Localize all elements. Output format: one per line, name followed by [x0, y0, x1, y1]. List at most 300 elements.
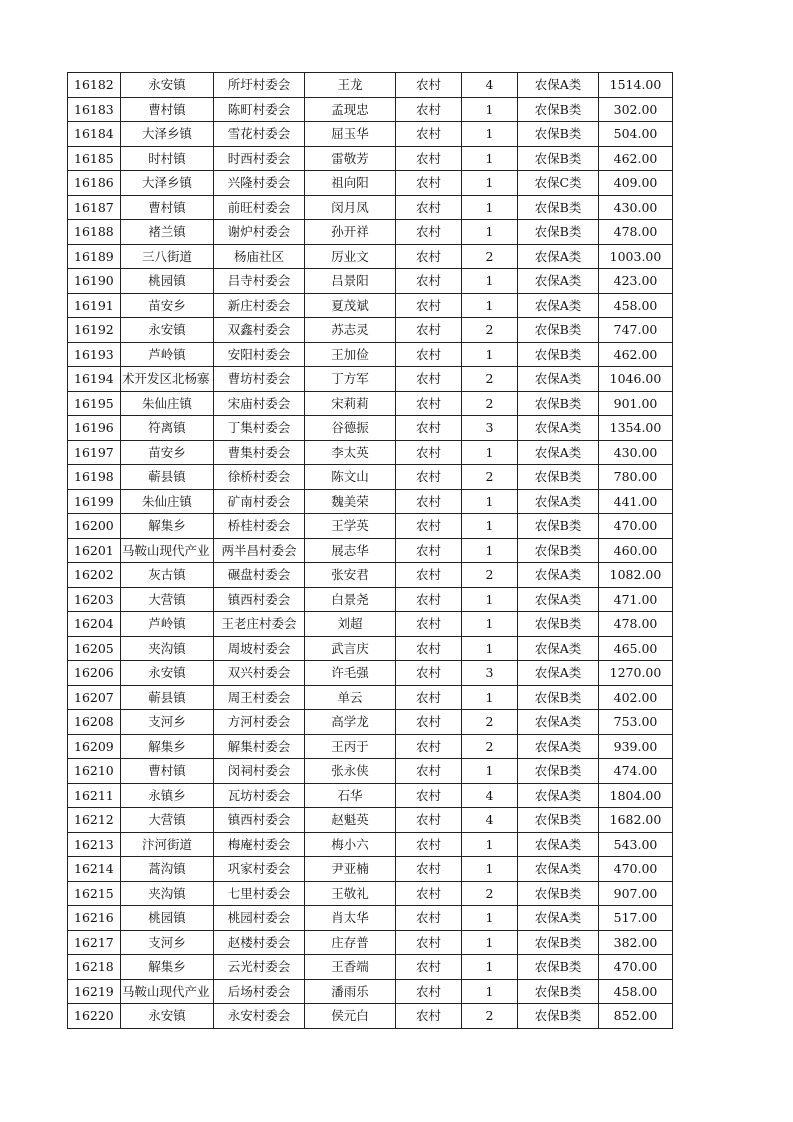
- cell-category: 农保B类: [518, 930, 599, 955]
- cell-id: 16219: [68, 979, 121, 1004]
- cell-count: 1: [462, 489, 518, 514]
- cell-town: 时村镇: [121, 146, 214, 171]
- cell-id: 16197: [68, 440, 121, 465]
- cell-amount: 901.00: [599, 391, 673, 416]
- cell-village: 后场村委会: [214, 979, 305, 1004]
- data-table: [67, 72, 673, 1029]
- cell-count: 1: [462, 930, 518, 955]
- table-row: [68, 195, 673, 220]
- table-row: [68, 244, 673, 269]
- cell-amount: 474.00: [599, 759, 673, 784]
- cell-id: 16209: [68, 734, 121, 759]
- cell-id: 16193: [68, 342, 121, 367]
- cell-village: 闵祠村委会: [214, 759, 305, 784]
- cell-area: 农村: [396, 440, 462, 465]
- cell-id: 16220: [68, 1004, 121, 1029]
- table-row: [68, 367, 673, 392]
- table-row: [68, 416, 673, 441]
- cell-town: 曹村镇: [121, 97, 214, 122]
- cell-count: 2: [462, 710, 518, 735]
- cell-village: 宋庙村委会: [214, 391, 305, 416]
- cell-area: 农村: [396, 318, 462, 343]
- cell-town: 苗安乡: [121, 293, 214, 318]
- cell-area: 农村: [396, 220, 462, 245]
- cell-count: 3: [462, 416, 518, 441]
- cell-count: 1: [462, 146, 518, 171]
- cell-category: 农保A类: [518, 563, 599, 588]
- cell-area: 农村: [396, 783, 462, 808]
- cell-count: 4: [462, 73, 518, 98]
- cell-town: 朱仙庄镇: [121, 391, 214, 416]
- cell-count: 1: [462, 514, 518, 539]
- cell-id: 16194: [68, 367, 121, 392]
- cell-count: 1: [462, 342, 518, 367]
- table-row: [68, 146, 673, 171]
- cell-name: 白景尧: [305, 587, 396, 612]
- cell-amount: 753.00: [599, 710, 673, 735]
- cell-area: 农村: [396, 367, 462, 392]
- cell-village: 吕寺村委会: [214, 269, 305, 294]
- cell-id: 16185: [68, 146, 121, 171]
- cell-category: 农保B类: [518, 979, 599, 1004]
- cell-area: 农村: [396, 465, 462, 490]
- table-row: [68, 122, 673, 147]
- cell-category: 农保B类: [518, 514, 599, 539]
- cell-amount: 747.00: [599, 318, 673, 343]
- cell-village: 双鑫村委会: [214, 318, 305, 343]
- cell-village: 陈町村委会: [214, 97, 305, 122]
- cell-amount: 1270.00: [599, 661, 673, 686]
- cell-count: 1: [462, 440, 518, 465]
- cell-area: 农村: [396, 685, 462, 710]
- cell-name: 王香端: [305, 955, 396, 980]
- table-row: [68, 342, 673, 367]
- cell-name: 魏美荣: [305, 489, 396, 514]
- cell-town: 曹村镇: [121, 195, 214, 220]
- cell-town: 永安镇: [121, 318, 214, 343]
- cell-count: 1: [462, 685, 518, 710]
- cell-count: 1: [462, 979, 518, 1004]
- cell-village: 双兴村委会: [214, 661, 305, 686]
- cell-id: 16184: [68, 122, 121, 147]
- cell-village: 曹坊村委会: [214, 367, 305, 392]
- cell-area: 农村: [396, 563, 462, 588]
- cell-name: 谷德振: [305, 416, 396, 441]
- cell-village: 永安村委会: [214, 1004, 305, 1029]
- cell-amount: 382.00: [599, 930, 673, 955]
- cell-village: 解集村委会: [214, 734, 305, 759]
- table-row: [68, 1004, 673, 1029]
- table-row: [68, 955, 673, 980]
- cell-amount: 458.00: [599, 979, 673, 1004]
- cell-town: 永安镇: [121, 661, 214, 686]
- cell-area: 农村: [396, 759, 462, 784]
- cell-area: 农村: [396, 171, 462, 196]
- cell-area: 农村: [396, 881, 462, 906]
- table-row: [68, 391, 673, 416]
- cell-id: 16183: [68, 97, 121, 122]
- cell-name: 刘超: [305, 612, 396, 637]
- cell-amount: 543.00: [599, 832, 673, 857]
- cell-amount: 852.00: [599, 1004, 673, 1029]
- cell-village: 瓦坊村委会: [214, 783, 305, 808]
- table-row: [68, 171, 673, 196]
- cell-village: 时西村委会: [214, 146, 305, 171]
- cell-town: 支河乡: [121, 930, 214, 955]
- cell-area: 农村: [396, 906, 462, 931]
- cell-id: 16186: [68, 171, 121, 196]
- cell-town: 大营镇: [121, 808, 214, 833]
- cell-village: 所圩村委会: [214, 73, 305, 98]
- cell-area: 农村: [396, 195, 462, 220]
- cell-area: 农村: [396, 73, 462, 98]
- cell-name: 孟现忠: [305, 97, 396, 122]
- cell-area: 农村: [396, 710, 462, 735]
- cell-category: 农保A类: [518, 906, 599, 931]
- table-row: [68, 759, 673, 784]
- table-row: [68, 661, 673, 686]
- cell-category: 农保B类: [518, 97, 599, 122]
- table-row: [68, 293, 673, 318]
- cell-count: 1: [462, 832, 518, 857]
- cell-town: 马鞍山现代产业: [121, 538, 214, 563]
- cell-id: 16192: [68, 318, 121, 343]
- cell-town: 朱仙庄镇: [121, 489, 214, 514]
- cell-amount: 471.00: [599, 587, 673, 612]
- cell-category: 农保B类: [518, 612, 599, 637]
- cell-count: 1: [462, 171, 518, 196]
- cell-town: 曹村镇: [121, 759, 214, 784]
- table-row: [68, 808, 673, 833]
- cell-count: 1: [462, 906, 518, 931]
- cell-name: 尹亚楠: [305, 857, 396, 882]
- cell-count: 1: [462, 612, 518, 637]
- cell-area: 农村: [396, 734, 462, 759]
- cell-area: 农村: [396, 857, 462, 882]
- cell-name: 夏茂斌: [305, 293, 396, 318]
- cell-village: 赵楼村委会: [214, 930, 305, 955]
- cell-id: 16188: [68, 220, 121, 245]
- cell-amount: 1514.00: [599, 73, 673, 98]
- cell-area: 农村: [396, 416, 462, 441]
- cell-count: 1: [462, 538, 518, 563]
- cell-area: 农村: [396, 269, 462, 294]
- cell-village: 七里村委会: [214, 881, 305, 906]
- cell-village: 桃园村委会: [214, 906, 305, 931]
- cell-name: 赵魁英: [305, 808, 396, 833]
- cell-amount: 470.00: [599, 955, 673, 980]
- cell-category: 农保B类: [518, 122, 599, 147]
- cell-name: 雷敬芳: [305, 146, 396, 171]
- cell-id: 16212: [68, 808, 121, 833]
- cell-town: 蒿沟镇: [121, 857, 214, 882]
- cell-name: 宋莉莉: [305, 391, 396, 416]
- cell-town: 大泽乡镇: [121, 122, 214, 147]
- cell-village: 周坡村委会: [214, 636, 305, 661]
- cell-village: 谢炉村委会: [214, 220, 305, 245]
- cell-count: 2: [462, 367, 518, 392]
- table-row: [68, 734, 673, 759]
- cell-village: 丁集村委会: [214, 416, 305, 441]
- cell-id: 16191: [68, 293, 121, 318]
- cell-category: 农保A类: [518, 587, 599, 612]
- cell-category: 农保A类: [518, 710, 599, 735]
- cell-town: 苗安乡: [121, 440, 214, 465]
- cell-village: 徐桥村委会: [214, 465, 305, 490]
- cell-town: 汴河街道: [121, 832, 214, 857]
- cell-amount: 517.00: [599, 906, 673, 931]
- cell-id: 16208: [68, 710, 121, 735]
- table-row: [68, 489, 673, 514]
- cell-category: 农保A类: [518, 832, 599, 857]
- cell-id: 16182: [68, 73, 121, 98]
- cell-village: 镇西村委会: [214, 808, 305, 833]
- cell-village: 周王村委会: [214, 685, 305, 710]
- cell-count: 2: [462, 318, 518, 343]
- cell-count: 1: [462, 587, 518, 612]
- table-row: [68, 832, 673, 857]
- cell-count: 1: [462, 759, 518, 784]
- cell-amount: 907.00: [599, 881, 673, 906]
- cell-village: 新庄村委会: [214, 293, 305, 318]
- cell-id: 16206: [68, 661, 121, 686]
- cell-amount: 462.00: [599, 342, 673, 367]
- cell-id: 16218: [68, 955, 121, 980]
- cell-category: 农保A类: [518, 244, 599, 269]
- cell-town: 夹沟镇: [121, 636, 214, 661]
- cell-category: 农保A类: [518, 269, 599, 294]
- cell-amount: 470.00: [599, 857, 673, 882]
- table-row: [68, 465, 673, 490]
- cell-town: 大营镇: [121, 587, 214, 612]
- cell-area: 农村: [396, 342, 462, 367]
- cell-id: 16205: [68, 636, 121, 661]
- cell-name: 梅小六: [305, 832, 396, 857]
- cell-id: 16196: [68, 416, 121, 441]
- cell-town: 夹沟镇: [121, 881, 214, 906]
- cell-amount: 430.00: [599, 195, 673, 220]
- cell-amount: 302.00: [599, 97, 673, 122]
- cell-category: 农保B类: [518, 318, 599, 343]
- table-row: [68, 73, 673, 98]
- cell-village: 雪花村委会: [214, 122, 305, 147]
- cell-town: 符离镇: [121, 416, 214, 441]
- cell-category: 农保B类: [518, 195, 599, 220]
- table-row: [68, 710, 673, 735]
- table-row: [68, 857, 673, 882]
- table-row: [68, 881, 673, 906]
- table-row: [68, 269, 673, 294]
- cell-village: 碾盘村委会: [214, 563, 305, 588]
- cell-count: 2: [462, 881, 518, 906]
- cell-name: 孙开祥: [305, 220, 396, 245]
- cell-name: 屈玉华: [305, 122, 396, 147]
- cell-amount: 409.00: [599, 171, 673, 196]
- cell-town: 解集乡: [121, 955, 214, 980]
- cell-id: 16202: [68, 563, 121, 588]
- cell-amount: 423.00: [599, 269, 673, 294]
- cell-area: 农村: [396, 612, 462, 637]
- cell-area: 农村: [396, 97, 462, 122]
- cell-category: 农保C类: [518, 171, 599, 196]
- cell-amount: 470.00: [599, 514, 673, 539]
- cell-id: 16207: [68, 685, 121, 710]
- cell-name: 武言庆: [305, 636, 396, 661]
- table-row: [68, 440, 673, 465]
- cell-village: 梅庵村委会: [214, 832, 305, 857]
- cell-category: 农保A类: [518, 367, 599, 392]
- cell-count: 2: [462, 244, 518, 269]
- cell-category: 农保B类: [518, 391, 599, 416]
- cell-name: 丁方军: [305, 367, 396, 392]
- table-body: [68, 73, 673, 1029]
- cell-amount: 460.00: [599, 538, 673, 563]
- cell-count: 1: [462, 857, 518, 882]
- cell-category: 农保A类: [518, 636, 599, 661]
- cell-count: 2: [462, 563, 518, 588]
- cell-count: 1: [462, 220, 518, 245]
- cell-category: 农保A类: [518, 783, 599, 808]
- cell-town: 术开发区北杨寨: [121, 367, 214, 392]
- cell-count: 2: [462, 391, 518, 416]
- cell-category: 农保A类: [518, 440, 599, 465]
- cell-amount: 430.00: [599, 440, 673, 465]
- cell-amount: 1354.00: [599, 416, 673, 441]
- cell-category: 农保B类: [518, 146, 599, 171]
- cell-town: 蕲县镇: [121, 685, 214, 710]
- cell-name: 石华: [305, 783, 396, 808]
- cell-category: 农保A类: [518, 734, 599, 759]
- cell-area: 农村: [396, 808, 462, 833]
- cell-village: 曹集村委会: [214, 440, 305, 465]
- cell-id: 16200: [68, 514, 121, 539]
- cell-name: 侯元白: [305, 1004, 396, 1029]
- cell-amount: 504.00: [599, 122, 673, 147]
- cell-name: 王加俭: [305, 342, 396, 367]
- cell-name: 陈文山: [305, 465, 396, 490]
- cell-amount: 1003.00: [599, 244, 673, 269]
- cell-village: 方河村委会: [214, 710, 305, 735]
- cell-count: 2: [462, 465, 518, 490]
- cell-area: 农村: [396, 293, 462, 318]
- cell-count: 2: [462, 734, 518, 759]
- cell-area: 农村: [396, 955, 462, 980]
- cell-village: 矿南村委会: [214, 489, 305, 514]
- cell-amount: 780.00: [599, 465, 673, 490]
- cell-amount: 1082.00: [599, 563, 673, 588]
- cell-amount: 402.00: [599, 685, 673, 710]
- table-row: [68, 514, 673, 539]
- cell-id: 16187: [68, 195, 121, 220]
- cell-village: 两半昌村委会: [214, 538, 305, 563]
- cell-village: 王老庄村委会: [214, 612, 305, 637]
- cell-name: 张永侠: [305, 759, 396, 784]
- cell-amount: 462.00: [599, 146, 673, 171]
- cell-area: 农村: [396, 661, 462, 686]
- cell-area: 农村: [396, 146, 462, 171]
- cell-town: 桃园镇: [121, 906, 214, 931]
- cell-category: 农保B类: [518, 881, 599, 906]
- cell-name: 庄存普: [305, 930, 396, 955]
- cell-amount: 465.00: [599, 636, 673, 661]
- cell-id: 16214: [68, 857, 121, 882]
- cell-town: 永安镇: [121, 1004, 214, 1029]
- cell-amount: 1682.00: [599, 808, 673, 833]
- cell-count: 4: [462, 783, 518, 808]
- cell-town: 解集乡: [121, 734, 214, 759]
- cell-name: 许毛强: [305, 661, 396, 686]
- table-row: [68, 979, 673, 1004]
- cell-amount: 478.00: [599, 220, 673, 245]
- cell-category: 农保B类: [518, 759, 599, 784]
- cell-name: 祖向阳: [305, 171, 396, 196]
- cell-count: 4: [462, 808, 518, 833]
- cell-id: 16204: [68, 612, 121, 637]
- cell-town: 马鞍山现代产业: [121, 979, 214, 1004]
- cell-id: 16201: [68, 538, 121, 563]
- cell-name: 李太英: [305, 440, 396, 465]
- table-row: [68, 220, 673, 245]
- cell-area: 农村: [396, 930, 462, 955]
- cell-name: 张安君: [305, 563, 396, 588]
- cell-count: 1: [462, 195, 518, 220]
- cell-village: 安阳村委会: [214, 342, 305, 367]
- cell-name: 肖太华: [305, 906, 396, 931]
- cell-amount: 939.00: [599, 734, 673, 759]
- cell-category: 农保A类: [518, 416, 599, 441]
- cell-count: 3: [462, 661, 518, 686]
- cell-town: 支河乡: [121, 710, 214, 735]
- cell-village: 桥桂村委会: [214, 514, 305, 539]
- cell-village: 兴隆村委会: [214, 171, 305, 196]
- cell-count: 1: [462, 122, 518, 147]
- table-row: [68, 563, 673, 588]
- cell-name: 吕景阳: [305, 269, 396, 294]
- table-row: [68, 906, 673, 931]
- cell-id: 16195: [68, 391, 121, 416]
- cell-count: 2: [462, 1004, 518, 1029]
- cell-category: 农保A类: [518, 489, 599, 514]
- table-row: [68, 685, 673, 710]
- cell-town: 芦岭镇: [121, 342, 214, 367]
- cell-town: 桃园镇: [121, 269, 214, 294]
- cell-name: 苏志灵: [305, 318, 396, 343]
- cell-name: 王敬礼: [305, 881, 396, 906]
- cell-name: 单云: [305, 685, 396, 710]
- cell-id: 16198: [68, 465, 121, 490]
- cell-town: 灰古镇: [121, 563, 214, 588]
- cell-name: 王学英: [305, 514, 396, 539]
- cell-category: 农保A类: [518, 293, 599, 318]
- cell-name: 高学龙: [305, 710, 396, 735]
- cell-town: 蕲县镇: [121, 465, 214, 490]
- cell-id: 16217: [68, 930, 121, 955]
- cell-category: 农保A类: [518, 73, 599, 98]
- cell-name: 王丙于: [305, 734, 396, 759]
- table-row: [68, 318, 673, 343]
- cell-category: 农保A类: [518, 857, 599, 882]
- cell-town: 大泽乡镇: [121, 171, 214, 196]
- cell-town: 永安镇: [121, 73, 214, 98]
- table-row: [68, 783, 673, 808]
- table-row: [68, 930, 673, 955]
- cell-category: 农保B类: [518, 465, 599, 490]
- cell-village: 杨庙社区: [214, 244, 305, 269]
- cell-id: 16189: [68, 244, 121, 269]
- table-row: [68, 636, 673, 661]
- cell-area: 农村: [396, 489, 462, 514]
- cell-town: 解集乡: [121, 514, 214, 539]
